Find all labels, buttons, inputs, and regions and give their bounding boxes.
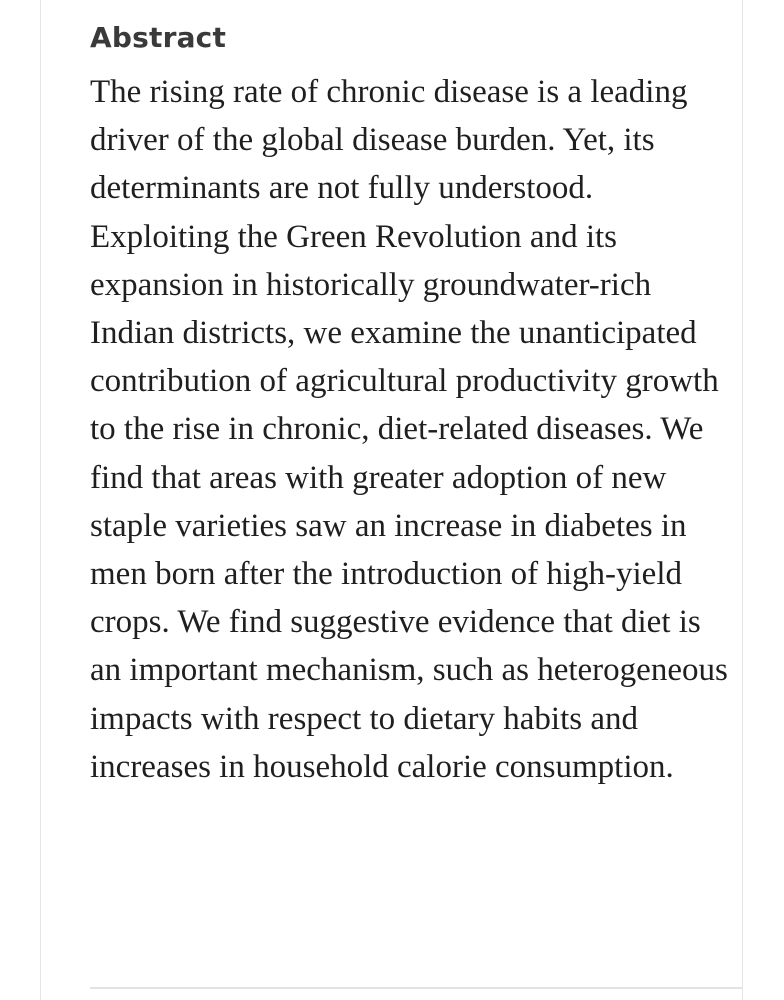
abstract-text: The rising rate of chronic disease is a leading driver of the global disease burden. Yet, its determinants are not fully understood. Exploiting the Green Revolution and its expansion in historically groundwater-rich Indian districts, we examine the unanticipated contribution of agricultural productivity growth to the rise in chronic, diet-related diseases. We find that areas with greater adoption of new staple varieties saw an increase in diabetes in men born after the introduction of high-yield crops. We find suggestive evidence that diet is an important mechanism, such as heterogeneous impacts with respect to dietary habits and increases in household calorie consumption. <box>90 74 728 785</box>
article-panel <box>40 0 743 1000</box>
section-divider <box>90 987 742 989</box>
abstract-heading: Abstract <box>90 21 227 54</box>
